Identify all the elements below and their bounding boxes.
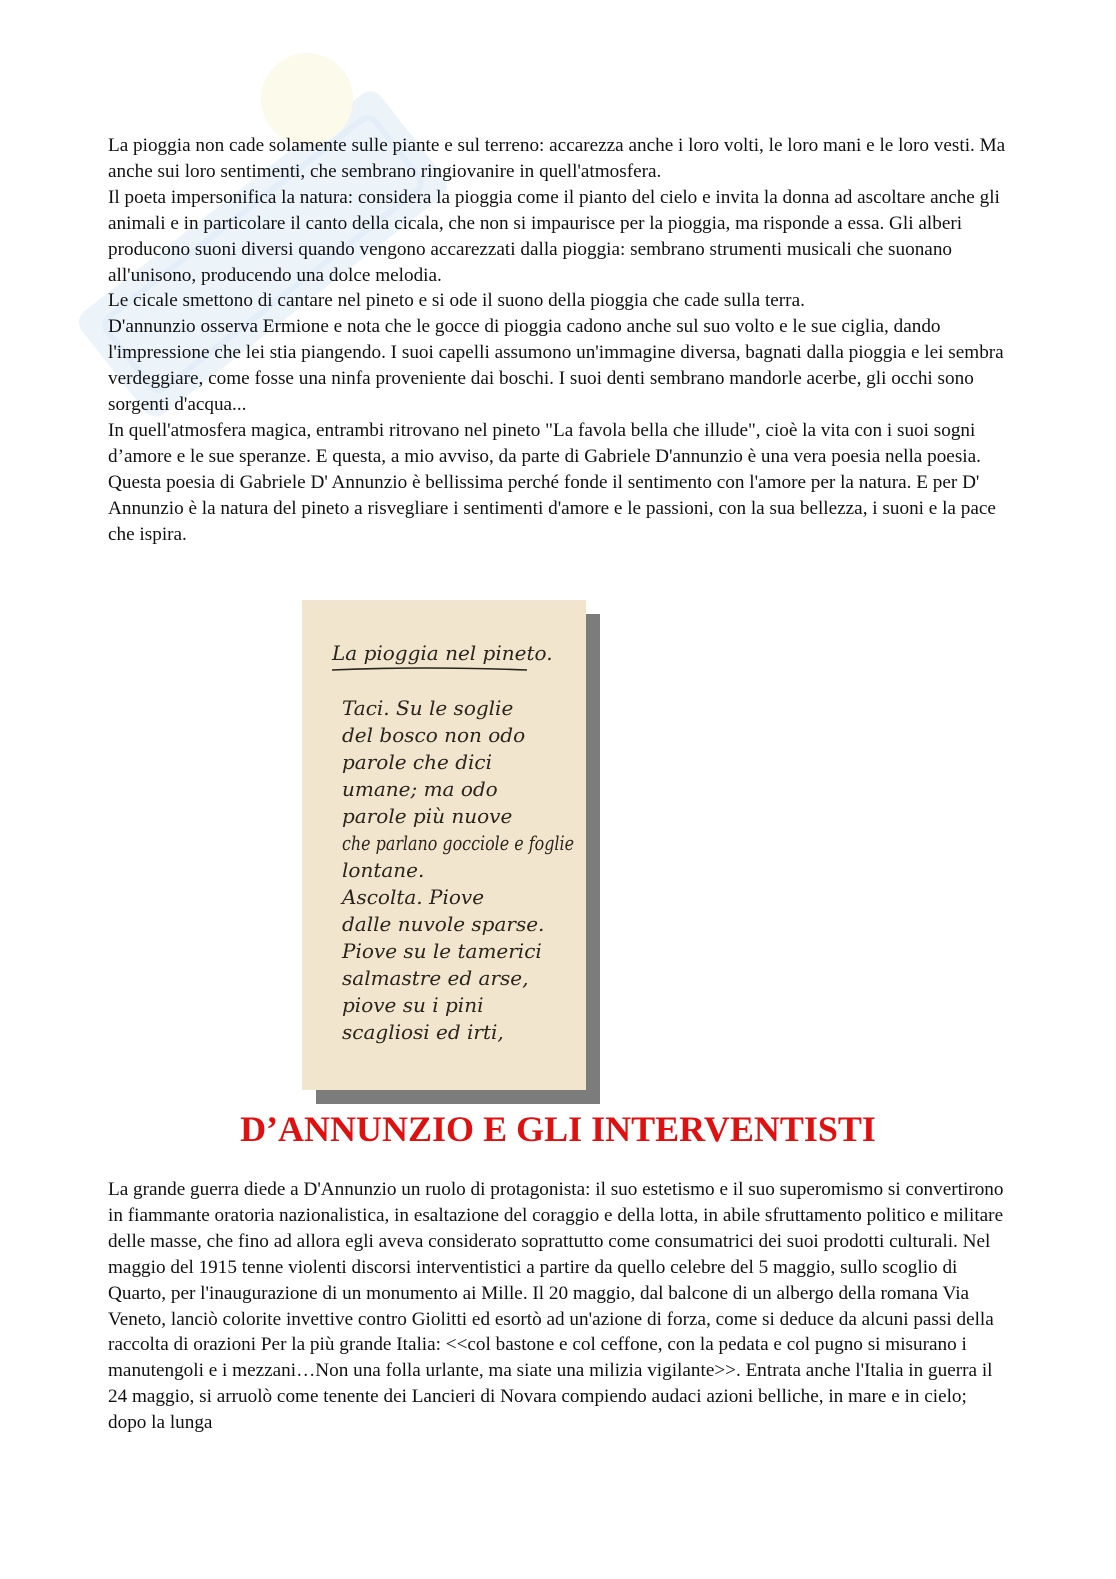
manuscript-line: dalle nuvole sparse. xyxy=(342,912,545,936)
manuscript-line: che parlano gocciole e foglie xyxy=(342,831,574,855)
manuscript-line: Piove su le tamerici xyxy=(342,939,542,963)
manuscript-handwriting xyxy=(302,600,586,1090)
manuscript-line: del bosco non odo xyxy=(342,723,526,747)
paragraph: In quell'atmosfera magica, entrambi ritrovano nel pineto "La favola bella che illude", cioè la vita con i suoi sogni d’amore e le sue speranze. E questa, a mio avviso, da parte di Gabriele D'annunzio è una vera poesia nella poesia. xyxy=(108,419,981,467)
manuscript-title: La pioggia nel pineto. xyxy=(332,641,553,665)
manuscript-line: parole che dici xyxy=(342,750,492,774)
paragraph: La pioggia non cade solamente sulle piante e sul terreno: accarezza anche i loro volti, le loro mani e le loro vesti. Ma anche sui loro sentimenti, che sembrano ringiovanire in quell'atmosfera. xyxy=(108,135,1006,182)
section-text xyxy=(108,1177,1008,1436)
manuscript-line: salmastre ed arse, xyxy=(342,966,529,990)
intro-text xyxy=(108,133,1008,548)
manuscript-underline xyxy=(332,668,527,670)
paragraph: Il poeta impersonifica la natura: considera la pioggia come il pianto del cielo e invita la donna ad ascoltare anche gli animali e in particolare il canto della cicala, che non si impaurisce per la pioggia, ma risponde a essa. Gli alberi producono suoni diversi quando vengono accarezzati dalla pioggia: sembrano strumenti musicali che suonano all'unisono, producendo una dolce melodia. xyxy=(108,186,1000,286)
manuscript-line: lontane. xyxy=(342,858,425,882)
manuscript-line: parole più nuove xyxy=(342,804,513,828)
manuscript-line: scagliosi ed irti, xyxy=(342,1020,504,1044)
paragraph: Questa poesia di Gabriele D' Annunzio è bellissima perché fonde il sentimento con l'amore per la natura. E per D' Annunzio è la natura del pineto a risvegliare i sentimenti d'amore e le passioni, con la sua bellezza, i suoni e la pace che ispira. xyxy=(108,471,996,545)
manuscript-line: Taci. Su le soglie xyxy=(342,696,514,720)
paragraph: La grande guerra diede a D'Annunzio un ruolo di protagonista: il suo estetismo e il suo superomismo si convertirono in fiammante oratoria nazionalistica, in esaltazione del coraggio e della lotta, in abile sfruttamento politico e militare delle masse, che fino ad allora egli aveva considerato soprattutto come consumatrici dei suoi prodotti culturali. Nel maggio del 1915 tenne violenti discorsi interventistici a partire da quello celebre del 5 maggio, sullo scoglio di Quarto, per l'inaugurazione di un monumento ai Mille. Il 20 maggio, dal balcone di un albergo della romana Via Veneto, lanciò colorite invettive contro Giolitti ed esortò ad un'azione di forza, come si deduce da alcuni passi della raccolta di orazioni Per la più grande Italia: <<col bastone e col ceffone, con la pedata e col pugno si misurano i manutengoli e i mezzani…Non una folla urlante, ma siate una milizia vigilante>>. Entrata anche l'Italia in guerra il 24 maggio, si arruolò come tenente dei Lancieri di Novara compiendo audaci azioni belliche, in mare e in cielo; dopo la lunga xyxy=(108,1179,1004,1434)
manuscript-line: Ascolta. Piove xyxy=(342,885,485,909)
manuscript-image xyxy=(302,600,586,1090)
paragraph: D'annunzio osserva Ermione e nota che le gocce di pioggia cadono anche sul suo volto e le sue ciglia, dando l'impressione che lei stia piangendo. I suoi capelli assumono un'immagine diversa, bagnati dalla pioggia e lei sembra verdeggiare, come fosse una ninfa proveniente dai boschi. I suoi denti sembrano mandorle acerbe, gli occhi sono sorgenti d'acqua... xyxy=(108,316,1004,416)
paragraph: Le cicale smettono di cantare nel pineto e si ode il suono della pioggia che cade sulla terra. xyxy=(108,290,805,312)
manuscript-line: piove su i pini xyxy=(342,993,484,1017)
manuscript-line: umane; ma odo xyxy=(342,777,498,801)
section-heading: D’ANNUNZIO E GLI INTERVENTISTI xyxy=(240,1109,876,1149)
